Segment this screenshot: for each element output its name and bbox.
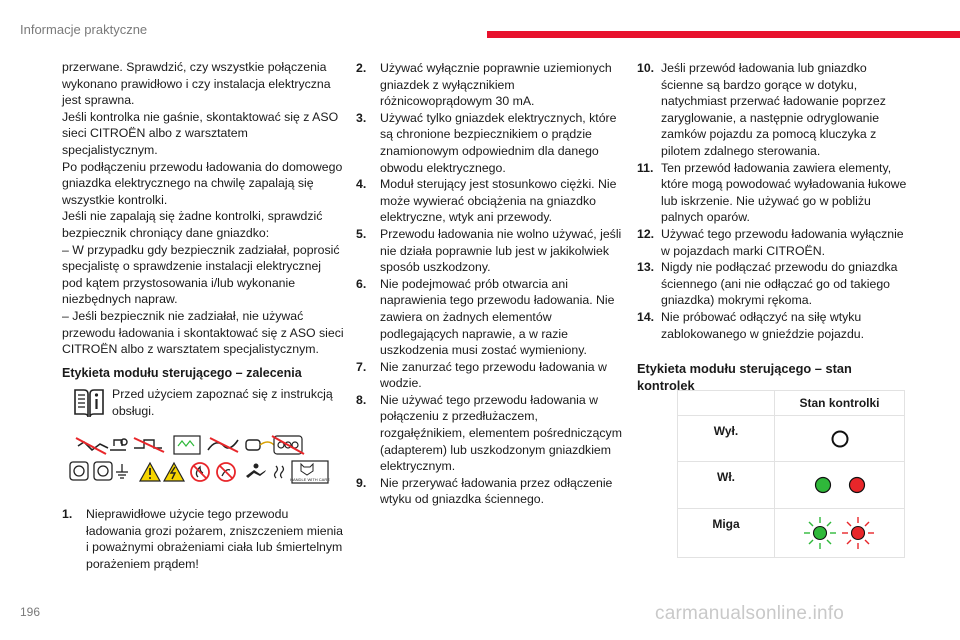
item-text: Nie przerywać ładowania przez odłączenie wtyku od gniazdka ściennego. <box>380 475 613 507</box>
list-item <box>356 176 626 226</box>
no-water-icon <box>110 439 127 450</box>
no-pull-cable-icon <box>208 438 238 452</box>
item-text: Ten przewód ładowania zawiera elementy, które mogą powodować wyładowania łukowe lub iskrzenie. Nie używać go w pobliżu palnych oparów. <box>661 160 907 225</box>
list-item <box>62 506 344 572</box>
item-number: 3. <box>356 110 367 125</box>
item-text: Nie używać tego przewodu ładowania w połączeniu z przedłużaczem, rozgałęźnikiem, elementem pośredniczącym (adapterem) lub uszkodzonym gniazdkiem elektrycznym. <box>380 392 622 474</box>
table-row <box>678 508 904 557</box>
electric-hazard-icon <box>164 463 184 481</box>
no-damaged-cable-icon <box>76 438 108 454</box>
item-number: 13. <box>637 260 655 275</box>
indicator-cell <box>774 509 904 557</box>
indicator-blink-icon <box>800 513 880 553</box>
paragraph: – W przypadku gdy bezpiecznik zadziałał, poprosić specjalistę o sprawdzenie instalacji elektrycznej pod kątem przystosowania i/lub wykonanie niezbędnych napraw. <box>62 242 340 307</box>
list-item <box>356 226 626 276</box>
header-title: Informacje praktyczne <box>20 22 148 37</box>
no-multi-socket-icon <box>272 436 304 454</box>
green-light-icon <box>815 478 830 493</box>
heat-icon <box>275 466 284 478</box>
socket-icon <box>70 462 112 480</box>
item-number: 2. <box>356 61 367 75</box>
item-text: Jeśli przewód ładowania lub gniazdko ścienne są bardzo gorące w dotyku, natychmiast przerwać ładowanie poprzez zaryglowanie, a następnie odryglowanie zamków pojazdu za pomocą kluczyka z pilotem zdalnego sterowania. <box>661 61 886 158</box>
item-number: 1. <box>62 507 73 522</box>
item-number: 5. <box>356 226 367 241</box>
section-heading-indicator-state: Etykieta modułu sterującego – stan kontrolek <box>637 361 852 394</box>
watermark: carmanualsonline.info <box>655 603 845 624</box>
item-number: 11. <box>637 160 654 175</box>
item-text: Używać tego przewodu ładowania wyłącznie w pojazdach marki CITROËN. <box>661 226 904 258</box>
item-number: 9. <box>356 475 367 490</box>
note-text: Przed użyciem zapoznać się z instrukcją obsługi. <box>112 387 333 418</box>
header-accent-bar <box>487 31 960 38</box>
page-number: 196 <box>20 605 41 619</box>
item-number: 12. <box>637 226 655 241</box>
green-blink-icon <box>804 517 836 549</box>
book-info-icon <box>72 386 106 420</box>
recommendations-list <box>62 506 344 572</box>
item-text: Nie próbować odłączyć na siłę wtyku zablokowanego w gnieździe pojazdu. <box>661 309 865 341</box>
warning-icon <box>140 463 160 481</box>
paragraph: Jeśli kontrolka nie gaśnie, skontaktować się z ASO sieci CITROËN albo z warsztatem specjalistycznym. <box>62 109 339 157</box>
table-row <box>678 415 904 461</box>
item-number: 8. <box>356 392 367 407</box>
item-text: Moduł sterujący jest stosunkowo ciężki. Nie może wywierać obciążenia na gniazdko elektryczne, wtyk ani przewody. <box>380 177 617 225</box>
list-item <box>637 259 907 309</box>
ground-icon <box>116 464 128 478</box>
plug-icon <box>246 440 274 450</box>
paragraph: Po podłączeniu przewodu ładowania do domowego gniazdka elektrycznego na chwilę zapalają się wszystkie kontrolki. <box>62 159 343 207</box>
item-number: 14. <box>637 309 655 324</box>
item-text: Nie podejmować prób otwarcia ani naprawienia tego przewodu ładowania. Nie zawiera on żadnych elementów podlegających naprawie, a w razie uszkodzenia musi zostać wymieniony. <box>380 276 615 358</box>
indicator-state-table <box>677 390 905 558</box>
list-item <box>356 60 626 110</box>
row-label: Wł. <box>717 470 735 484</box>
red-blink-icon <box>842 517 874 549</box>
table-corner-cell <box>678 391 774 415</box>
list-item <box>637 160 907 226</box>
no-fire-icon <box>191 463 209 481</box>
item-text: Nieprawidłowe użycie tego przewodu ładowania grozi pożarem, zniszczeniem mienia i poważnymi obrażeniami ciała lub śmiertelnym porażeniem prądem! <box>86 507 343 572</box>
column-1 <box>62 59 344 573</box>
paragraph: – Jeśli bezpiecznik nie zadziałał, nie używać przewodu ładowania i skontaktować się z ASO sieci CITROËN albo z warsztatem specjalistycznym. <box>62 308 344 357</box>
list-item <box>356 475 626 508</box>
column-3 <box>637 60 907 399</box>
indicator-on-icon <box>805 470 875 500</box>
indicator-cell <box>774 416 904 461</box>
handle-with-care-icon <box>290 461 330 483</box>
list-item <box>637 309 907 342</box>
manual-note <box>62 386 344 420</box>
item-text: Przewodu ładowania nie wolno używać, jeśli nie działa poprawnie lub jest w jakikolwiek sposób uszkodzony. <box>380 226 622 275</box>
person-fall-icon <box>246 464 266 479</box>
item-number: 10. <box>637 61 655 75</box>
no-wall-adapter-icon <box>174 436 200 454</box>
table-row <box>678 461 904 508</box>
section-heading-recommendations: Etykieta modułu sterującego – zalecenia <box>62 365 302 380</box>
item-text: Nie zanurzać tego przewodu ładowania w wodzie. <box>380 359 607 391</box>
column-2 <box>356 60 626 508</box>
handle-with-care-text: HANDLE WITH CARE <box>290 477 330 483</box>
item-number: 7. <box>356 359 367 374</box>
control-module-label-image <box>62 430 334 490</box>
indicator-cell <box>774 462 904 508</box>
item-number: 6. <box>356 276 367 291</box>
item-text: Używać wyłącznie poprawnie uziemionych gniazdek z wyłącznikiem różnicowoprądowym 30 mA. <box>380 61 612 109</box>
item-text: Nigdy nie podłączać przewodu do gniazdka ściennego (ani nie odłączać go od takiego gniazdka) mokrymi rękoma. <box>661 260 898 308</box>
no-extension-icon <box>134 438 164 452</box>
red-light-icon <box>849 478 864 493</box>
item-number: 4. <box>356 177 367 192</box>
list-item <box>637 60 907 160</box>
table-header-row <box>678 391 904 415</box>
item-text: Używać tylko gniazdek elektrycznych, które są chronione bezpiecznikiem o prądzie znamionowym odpowiednim dla danego obwodu elektrycznego. <box>380 110 617 175</box>
list-item <box>356 276 626 359</box>
list-item <box>356 110 626 176</box>
row-label: Wył. <box>713 424 739 438</box>
no-wet-hands-icon <box>217 463 235 481</box>
indicator-off-icon <box>825 424 855 454</box>
table-header: Stan kontrolki <box>774 391 904 415</box>
row-label: Miga <box>712 517 740 531</box>
list-item <box>637 226 907 259</box>
paragraph: Jeśli nie zapalają się żadne kontrolki, sprawdzić bezpiecznik chroniący dane gniazdko: <box>62 209 323 240</box>
list-item <box>356 392 626 475</box>
paragraph: przerwane. Sprawdzić, czy wszystkie połączenia wykonano prawidłowo i czy instalacja elektryczna jest sprawna. <box>62 60 331 108</box>
list-item <box>356 359 626 392</box>
